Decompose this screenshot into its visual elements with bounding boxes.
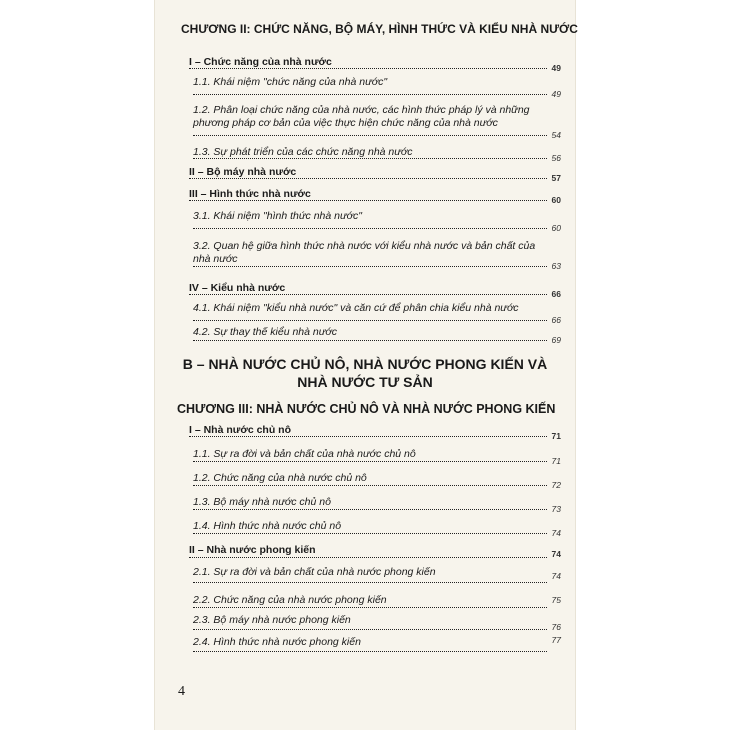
toc-entry (193, 210, 561, 233)
toc-entry (193, 448, 561, 466)
toc-entry (189, 544, 561, 557)
toc-page-number: 66 (551, 289, 561, 299)
dot-leader (193, 509, 547, 510)
dot-leader (193, 266, 547, 267)
toc-entry-text: 2.2. Chức năng của nhà nước phong kiến (193, 594, 387, 606)
toc-page-number: 74 (551, 571, 561, 581)
toc-page-number: 71 (551, 456, 561, 466)
toc-entry-text: I – Chức năng của nhà nước (189, 56, 332, 68)
toc-entry (193, 614, 561, 632)
dot-leader (193, 607, 547, 608)
toc-page-number: 57 (551, 173, 561, 183)
toc-entry (193, 146, 561, 163)
toc-page-number: 66 (551, 315, 561, 325)
toc-entry-text: 2.1. Sự ra đời và bản chất của nhà nước phong kiến (193, 566, 436, 578)
dot-leader (193, 651, 547, 652)
toc-entry-text: 2.4. Hình thức nhà nước phong kiến (193, 636, 361, 648)
toc-entry-text: 1.1. Sự ra đời và bản chất của nhà nước chủ nô (193, 448, 416, 460)
toc-page-number: 69 (551, 335, 561, 345)
toc-entry (193, 240, 561, 271)
toc-entry (189, 166, 561, 183)
dot-leader (193, 485, 547, 486)
toc-page-number: 77 (551, 635, 561, 645)
dot-leader (193, 94, 547, 95)
toc-entry (189, 424, 561, 441)
dot-leader (193, 533, 547, 534)
dot-leader (193, 228, 547, 229)
part-b-title-line1: B – NHÀ NƯỚC CHỦ NÔ, NHÀ NƯỚC PHONG KIẾN VÀ (182, 356, 548, 372)
book-page (155, 0, 578, 730)
toc-page-number: 74 (551, 549, 561, 559)
toc-entry-text: 3.1. Khái niệm "hình thức nhà nước" (193, 210, 362, 222)
toc-entry (193, 76, 561, 99)
toc-page-number: 73 (551, 504, 561, 514)
toc-entry-text: 1.3. Sự phát triển của các chức năng nhà nước (193, 146, 413, 158)
toc-entry-text: 1.2. Chức năng của nhà nước chủ nô (193, 472, 367, 484)
part-b-title-line2: NHÀ NƯỚC TƯ SẢN (297, 374, 433, 390)
toc-entry-text: 4.1. Khái niệm "kiểu nhà nước" và căn cứ để phân chia kiểu nhà nước (193, 302, 519, 314)
toc-entry (193, 594, 561, 607)
toc-page-number: 72 (551, 480, 561, 490)
toc-entry-text: II – Nhà nước phong kiến (189, 544, 316, 556)
dot-leader (193, 582, 547, 583)
toc-page-number: 63 (551, 261, 561, 271)
dot-leader (189, 294, 547, 295)
toc-entry (193, 104, 561, 140)
toc-entry-text: II – Bộ máy nhà nước (189, 166, 297, 178)
toc-page-number: 54 (551, 130, 561, 140)
toc-entry (193, 496, 561, 514)
toc-entry-text: III – Hình thức nhà nước (189, 188, 311, 200)
page-number: 4 (178, 684, 185, 699)
toc-entry (193, 520, 561, 538)
dot-leader (193, 340, 547, 341)
toc-entry-text: 1.3. Bộ máy nhà nước chủ nô (193, 496, 331, 508)
toc-page-number: 75 (551, 595, 561, 605)
toc-page-number: 76 (551, 622, 561, 632)
chapter-3-title: CHƯƠNG III: NHÀ NƯỚC CHỦ NÔ VÀ NHÀ NƯỚC PHONG KIẾN (177, 402, 556, 416)
toc-page-number: 49 (551, 89, 561, 99)
dot-leader (193, 135, 547, 136)
toc-page-number: 74 (551, 528, 561, 538)
dot-leader (189, 68, 547, 69)
toc-page-number: 56 (551, 153, 561, 163)
toc-entry-text: 2.3. Bộ máy nhà nước phong kiến (193, 614, 351, 626)
toc-entry-text: IV – Kiểu nhà nước (189, 282, 286, 294)
toc-entry (193, 636, 561, 649)
dot-leader (193, 320, 547, 321)
dot-leader (189, 557, 547, 558)
dot-leader (189, 436, 547, 437)
toc-entry-text: 3.2. Quan hệ giữa hình thức nhà nước với kiểu nhà nước và bản chất của nhà nước (193, 240, 536, 265)
chapter-2-title: CHƯƠNG II: CHỨC NĂNG, BỘ MÁY, HÌNH THỨC VÀ KIỂU NHÀ NƯỚC (181, 22, 578, 36)
toc-entry-text: 1.1. Khái niệm "chức năng của nhà nước" (193, 76, 388, 88)
toc-entry (193, 566, 561, 579)
toc-entry (189, 56, 561, 73)
toc-entry (193, 472, 561, 490)
toc-page-number: 71 (551, 431, 561, 441)
toc-entry (193, 326, 561, 345)
toc-entry-text: I – Nhà nước chủ nô (189, 424, 291, 436)
toc-page-number: 60 (551, 195, 561, 205)
toc-entry-text: 4.2. Sự thay thế kiểu nhà nước (193, 326, 337, 338)
toc-entry (189, 282, 561, 299)
dot-leader (189, 200, 547, 201)
dot-leader (193, 629, 547, 630)
toc-page-number: 60 (551, 223, 561, 233)
toc-entry-text: 1.4. Hình thức nhà nước chủ nô (193, 520, 342, 532)
toc-page-number: 49 (551, 63, 561, 73)
toc-entry (193, 302, 561, 325)
dot-leader (189, 178, 547, 179)
toc-entry (189, 188, 561, 205)
dot-leader (193, 461, 547, 462)
dot-leader (193, 158, 547, 159)
toc-entry-text: 1.2. Phân loại chức năng của nhà nước, các hình thức pháp lý và những phương pháp cơ bản của việc thực hiện chức năng của nhà nước (193, 104, 530, 129)
